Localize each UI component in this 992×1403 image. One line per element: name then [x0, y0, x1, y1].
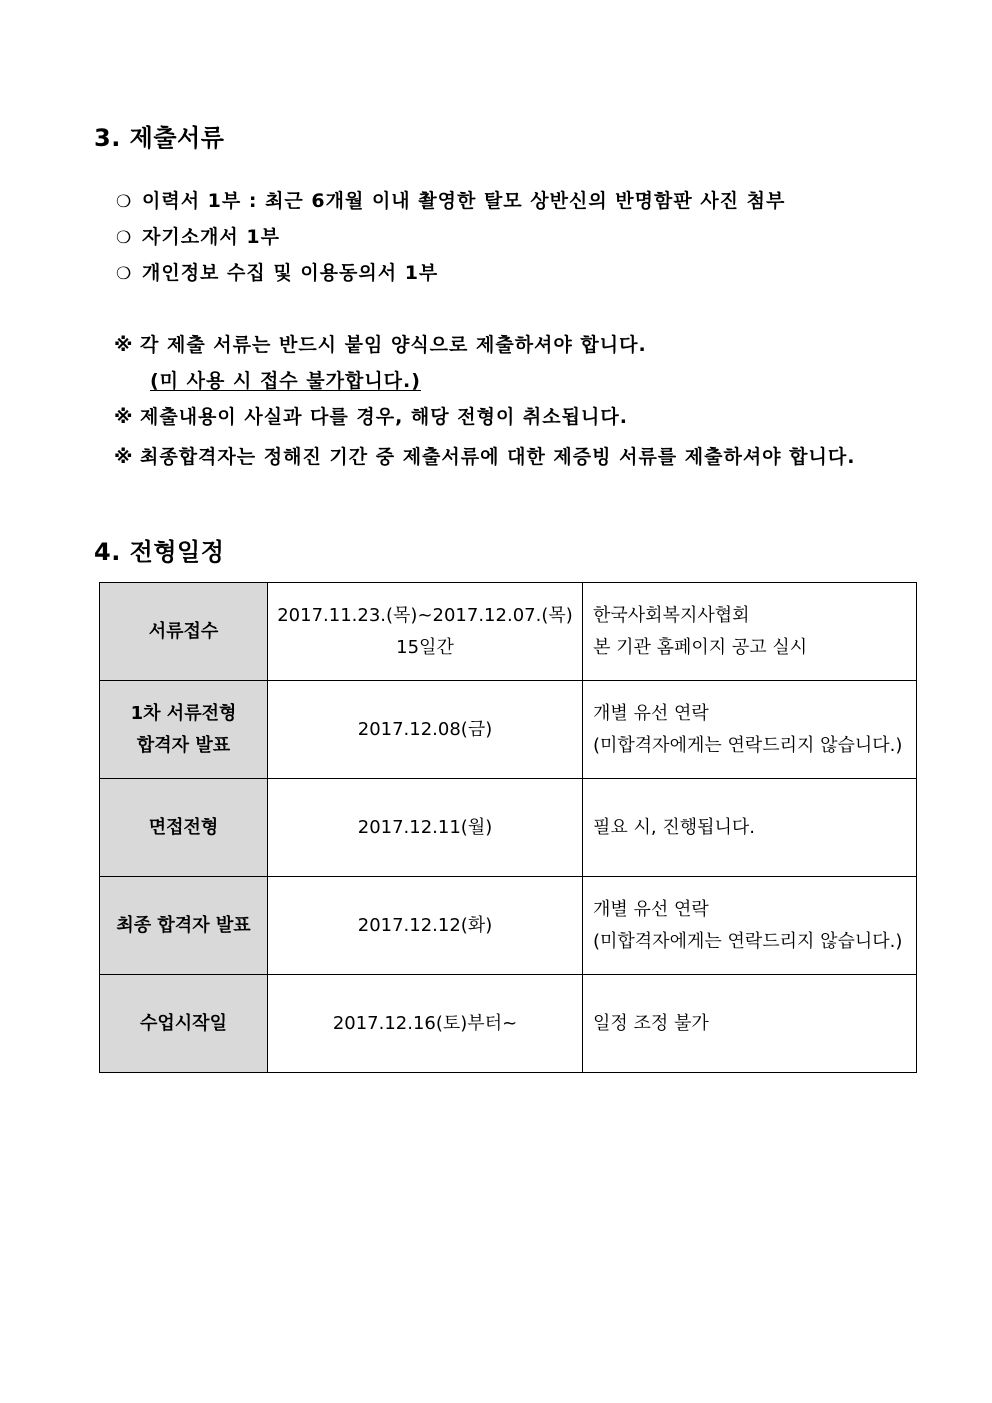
hollow-circle-bullet-icon: ❍ [116, 192, 133, 212]
schedule-note-cell [583, 681, 917, 779]
reference-mark-icon: ※ [114, 446, 134, 468]
hollow-circle-bullet-icon: ❍ [116, 264, 133, 284]
schedule-table [99, 582, 917, 1073]
schedule-note: 한국사회복지사협회 [593, 604, 750, 626]
document-item-privacy-consent: 개인정보 수집 및 이용동의서 1부 [142, 262, 439, 284]
schedule-note: 일정 조정 불가 [593, 1012, 709, 1034]
schedule-note: 개별 유선 연락 [593, 898, 709, 920]
schedule-date-cell [268, 779, 583, 877]
reference-mark-icon: ※ [114, 334, 134, 356]
schedule-label: 합격자 발표 [136, 734, 231, 756]
list-item [116, 222, 785, 258]
document-item-self-introduction: 자기소개서 1부 [142, 226, 280, 248]
schedule-date: 2017.12.11(월) [357, 816, 493, 838]
hollow-circle-bullet-icon: ❍ [116, 228, 133, 248]
note-form-required-sub: (미 사용 시 접수 불가합니다.) [150, 370, 421, 392]
section-4-title: 4. 전형일정 [94, 538, 225, 566]
schedule-label: 1차 서류전형 [130, 702, 237, 724]
note-text: 최종합격자는 정해진 기간 중 제출서류에 대한 제증빙 서류를 제출하셔야 합니다. [140, 446, 856, 468]
section-3-title: 3. 제출서류 [94, 124, 225, 152]
schedule-note-cell [583, 779, 917, 877]
table-row [100, 779, 917, 877]
schedule-label-cell [100, 779, 268, 877]
required-documents-list [116, 186, 785, 294]
schedule-date-cell [268, 877, 583, 975]
schedule-note-cell [583, 877, 917, 975]
submission-notes [114, 330, 855, 482]
schedule-label-cell [100, 975, 268, 1073]
note-form-required [114, 330, 855, 366]
note-text: 제출내용이 사실과 다를 경우, 해당 전형이 취소됩니다. [140, 406, 628, 428]
list-item [116, 258, 785, 294]
schedule-note: (미합격자에게는 연락드리지 않습니다.) [593, 734, 903, 756]
note-proof-documents [114, 442, 855, 482]
schedule-note: 본 기관 홈페이지 공고 실시 [593, 636, 808, 658]
note-false-info [114, 402, 855, 442]
schedule-label-cell [100, 877, 268, 975]
document-item-resume: 이력서 1부 : 최근 6개월 이내 촬영한 탈모 상반신의 반명함판 사진 첨부 [142, 190, 786, 212]
schedule-note-cell [583, 583, 917, 681]
table-row [100, 583, 917, 681]
schedule-date: 2017.12.08(금) [357, 718, 493, 740]
schedule-label-cell [100, 681, 268, 779]
schedule-label-cell [100, 583, 268, 681]
schedule-label: 최종 합격자 발표 [116, 914, 251, 936]
schedule-date-cell [268, 975, 583, 1073]
schedule-date: 2017.11.23.(목)~2017.12.07.(목) [277, 604, 573, 626]
schedule-note-cell [583, 975, 917, 1073]
note-text: 각 제출 서류는 반드시 붙임 양식으로 제출하셔야 합니다. [140, 334, 647, 356]
reference-mark-icon: ※ [114, 406, 134, 428]
table-row [100, 975, 917, 1073]
table-row [100, 681, 917, 779]
schedule-note: 필요 시, 진행됩니다. [593, 816, 755, 838]
schedule-date: 2017.12.16(토)부터~ [332, 1012, 518, 1034]
schedule-note: 개별 유선 연락 [593, 702, 709, 724]
schedule-date: 2017.12.12(화) [357, 914, 493, 936]
schedule-duration: 15일간 [396, 636, 454, 658]
schedule-note: (미합격자에게는 연락드리지 않습니다.) [593, 930, 903, 952]
list-item [116, 186, 785, 222]
schedule-label: 서류접수 [148, 620, 219, 642]
schedule-date-cell [268, 681, 583, 779]
table-row [100, 877, 917, 975]
schedule-label: 수업시작일 [140, 1012, 227, 1034]
schedule-label: 면접전형 [148, 816, 219, 838]
schedule-date-cell [268, 583, 583, 681]
